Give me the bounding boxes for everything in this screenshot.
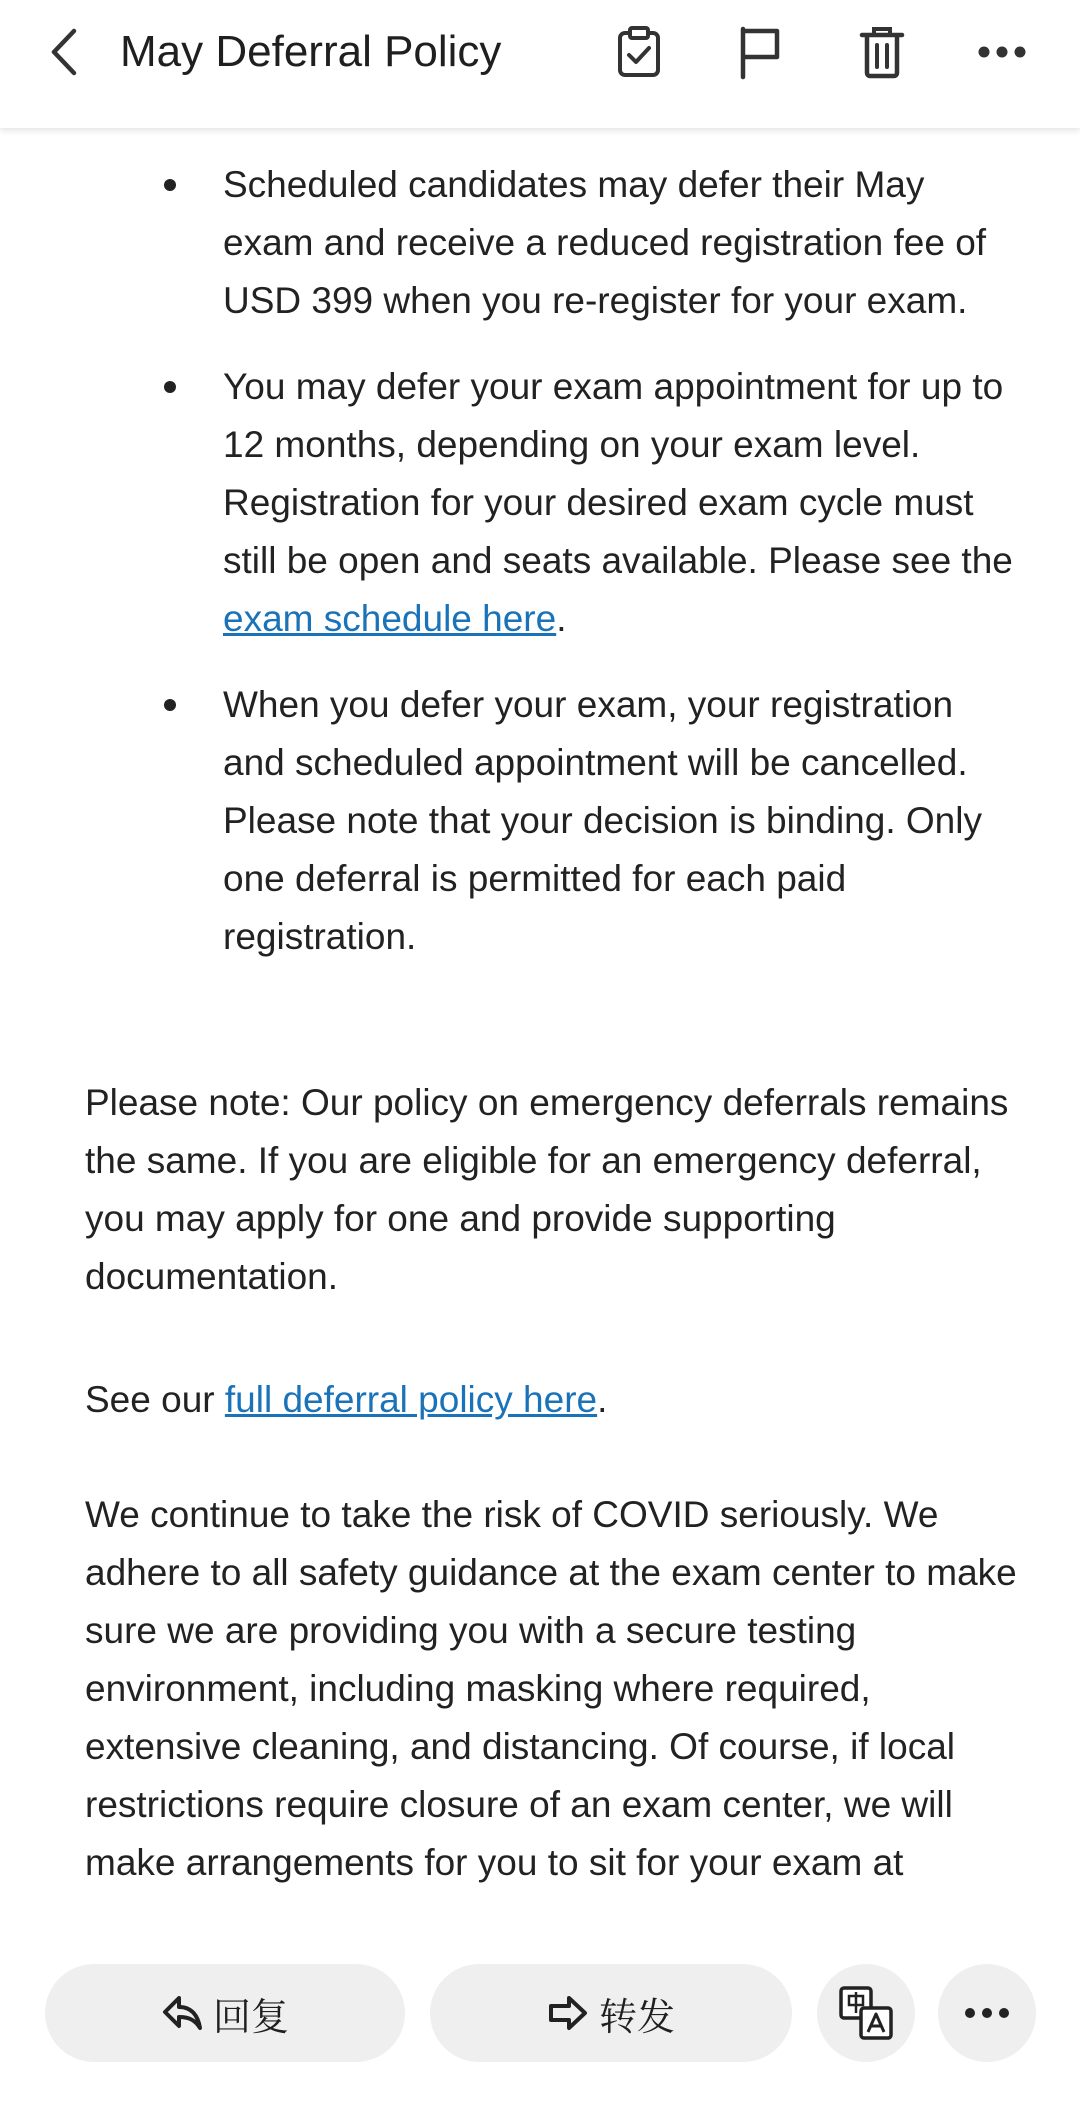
policy-text-end: . — [597, 1379, 608, 1420]
covid-paragraph: We continue to take the risk of COVID seriously. We adhere to all safety guidance at the exam center to make sure we are providing you with a secure testing environment, including masking where required, extensive cleaning, and distancing. Of course, if local restrictions require closure of an exam center, we will make arrangements for you to sit for your exam at — [85, 1494, 1017, 1883]
emergency-note: Please note: Our policy on emergency deferrals remains the same. If you are eligible for an emergency deferral, you may apply for one and provide supporting documentation. — [85, 1082, 1009, 1297]
forward-icon — [547, 1994, 589, 2032]
forward-button[interactable] — [430, 1964, 792, 2062]
list-item — [0, 358, 1080, 648]
reply-label: 回复 — [212, 1996, 289, 2039]
header-bar — [0, 0, 1080, 128]
back-button[interactable] — [38, 26, 90, 78]
more-icon — [964, 2007, 1010, 2019]
bullet-text: When you defer your exam, your registration and scheduled appointment will be cancelled. Please note that your decision is binding. Only one deferral is permitted for each paid registration. — [223, 684, 982, 957]
bullet-dot — [164, 699, 176, 711]
list-item — [0, 676, 1080, 966]
exam-schedule-link[interactable]: exam schedule here — [223, 598, 557, 639]
mark-done-button[interactable] — [607, 20, 671, 84]
reply-button[interactable] — [45, 1964, 405, 2062]
policy-line — [85, 1371, 1020, 1429]
task-check-icon — [615, 25, 663, 79]
delete-button[interactable] — [850, 20, 914, 84]
flag-button[interactable] — [728, 20, 792, 84]
policy-text: See our — [85, 1379, 225, 1420]
reply-icon — [161, 1994, 203, 2032]
full-policy-link[interactable]: full deferral policy here — [224, 1379, 598, 1420]
translate-button[interactable] — [817, 1964, 915, 2062]
flag-icon — [737, 25, 783, 79]
forward-label: 转发 — [598, 1996, 675, 2039]
toolbar-more-button[interactable] — [938, 1964, 1036, 2062]
trash-icon — [859, 25, 905, 79]
more-button[interactable] — [970, 20, 1034, 84]
more-icon — [977, 45, 1027, 59]
bullet-dot — [164, 179, 176, 191]
page-title: May Deferral Policy — [120, 27, 502, 76]
list-item — [0, 156, 1080, 330]
bullet-text: You may defer your exam appointment for up to 12 months, depending on your exam level. Registration for your desired exam cycle must still be open and seats available. Please see the — [223, 366, 1013, 581]
back-icon — [48, 27, 80, 77]
bullet-text: Scheduled candidates may defer their May exam and receive a reduced registration fee of USD 399 when you re-register for your exam. — [223, 164, 987, 321]
bottom-toolbar — [0, 1900, 1080, 2109]
bullet-list — [0, 156, 1080, 994]
bullet-dot — [164, 381, 176, 393]
bullet-text-end: . — [556, 598, 567, 639]
translate-icon — [837, 1984, 895, 2042]
email-body — [0, 128, 1080, 1900]
